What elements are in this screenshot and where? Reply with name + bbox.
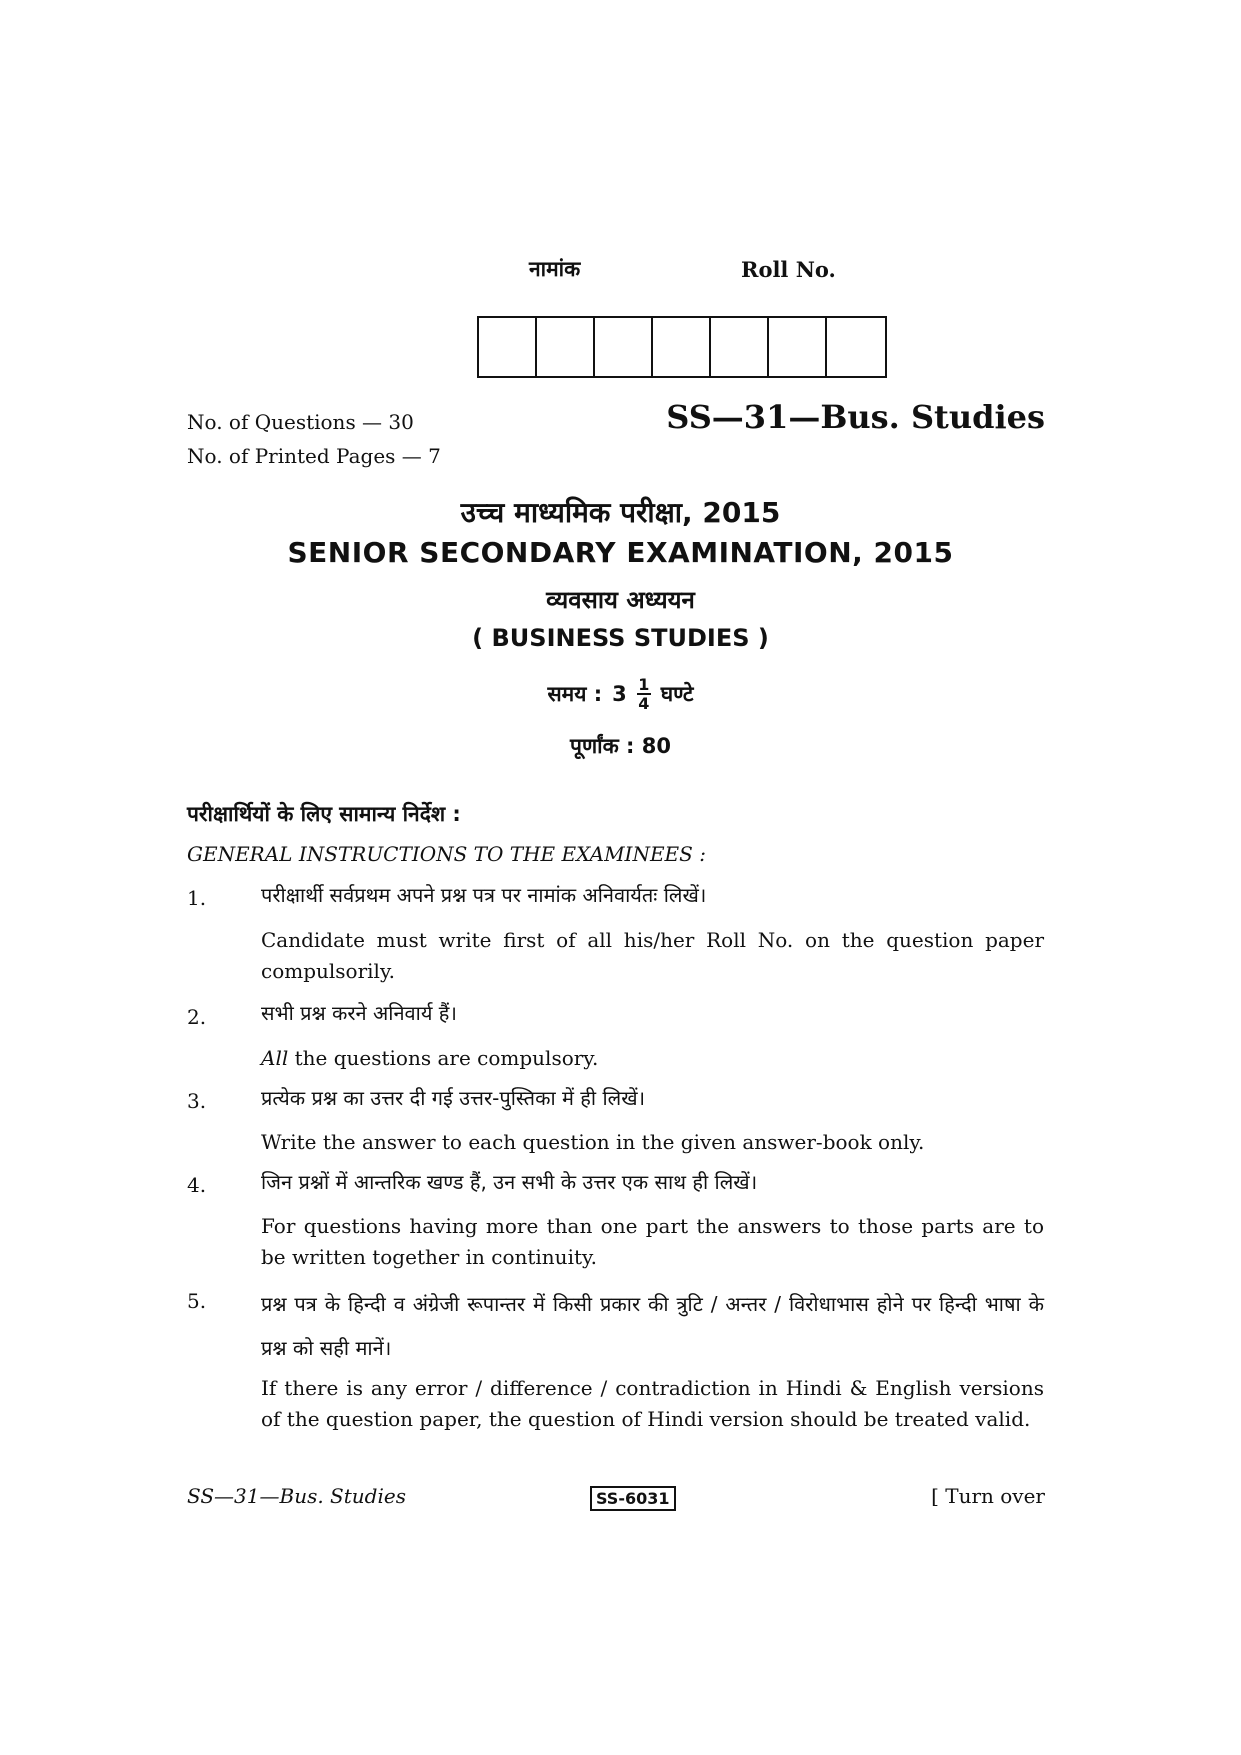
instructions-heading-english: GENERAL INSTRUCTIONS TO THE EXAMINEES : (187, 842, 706, 866)
instruction-number: 5. (187, 1289, 207, 1313)
time-label: समय : (547, 682, 603, 706)
emphasis-all: All (261, 1046, 289, 1070)
exam-title-hindi: उच्च माध्यमिक परीक्षा, 2015 (460, 496, 781, 529)
instruction-english: For questions having more than one part the answers to those parts are to be written together in continuity. (261, 1214, 1044, 1269)
footer-code-box: SS-6031 (590, 1486, 676, 1511)
exam-title-english: SENIOR SECONDARY EXAMINATION, 2015 (287, 536, 954, 569)
roll-box[interactable] (479, 318, 537, 376)
roll-box[interactable] (711, 318, 769, 376)
roll-box[interactable] (537, 318, 595, 376)
subject-english: ( BUSINESS STUDIES ) (472, 624, 769, 652)
instruction-hindi: प्रश्न पत्र के हिन्दी व अंग्रेजी रूपान्तर में किसी प्रकार की त्रुटि / अन्तर / विरोधाभास होने पर हिन्दी भाषा के प्रश्न को सही मानें। (261, 1292, 1044, 1360)
roll-label-english: Roll No. (741, 257, 836, 282)
num-printed-pages: No. of Printed Pages — 7 (187, 444, 441, 468)
instruction-english (261, 1043, 1044, 1074)
instruction-english: Write the answer to each question in the given answer-book only. (261, 1130, 925, 1154)
instruction-number: 4. (187, 1173, 207, 1197)
max-marks: पूर्णांक : 80 (570, 734, 671, 758)
roll-box[interactable] (827, 318, 885, 376)
instruction-number: 3. (187, 1089, 207, 1113)
time-unit: घण्टे (660, 682, 694, 706)
roll-box[interactable] (595, 318, 653, 376)
instruction-number: 2. (187, 1005, 207, 1029)
instructions-heading-hindi: परीक्षार्थियों के लिए सामान्य निर्देश : (187, 802, 461, 826)
time-numerator: 1 (638, 675, 650, 694)
paper-code: SS—31—Bus. Studies (666, 398, 1045, 436)
instruction-english: If there is any error / difference / contradiction in Hindi & English versions of the question paper, the question of Hindi version should be treated valid. (261, 1376, 1044, 1431)
roll-label-hindi: नामांक (529, 257, 581, 281)
time-allowed (0, 676, 1241, 712)
time-fraction (637, 676, 651, 712)
time-whole: 3 (612, 682, 627, 706)
instruction-hindi: जिन प्रश्नों में आन्तरिक खण्ड हैं, उन सभी के उत्तर एक साथ ही लिखें। (261, 1170, 758, 1194)
instruction-hindi: सभी प्रश्न करने अनिवार्य हैं। (261, 1001, 458, 1025)
time-denominator: 4 (638, 694, 650, 713)
instruction-hindi: परीक्षार्थी सर्वप्रथम अपने प्रश्न पत्र पर नामांक अनिवार्यतः लिखें। (261, 883, 707, 907)
instruction-number: 1. (187, 886, 207, 910)
turn-over: [ Turn over (931, 1484, 1045, 1508)
roll-box[interactable] (653, 318, 711, 376)
instruction-english: Candidate must write first of all his/her Roll No. on the question paper compulsorily. (261, 928, 1044, 983)
instruction-hindi: प्रत्येक प्रश्न का उत्तर दी गई उत्तर-पुस्तिका में ही लिखें। (261, 1086, 646, 1110)
num-questions: No. of Questions — 30 (187, 410, 414, 434)
subject-hindi: व्यवसाय अध्ययन (546, 586, 695, 614)
instruction-english-rest: the questions are compulsory. (288, 1046, 599, 1070)
roll-box[interactable] (769, 318, 827, 376)
footer-paper-code: SS—31—Bus. Studies (187, 1484, 406, 1508)
roll-number-boxes[interactable] (477, 316, 887, 378)
